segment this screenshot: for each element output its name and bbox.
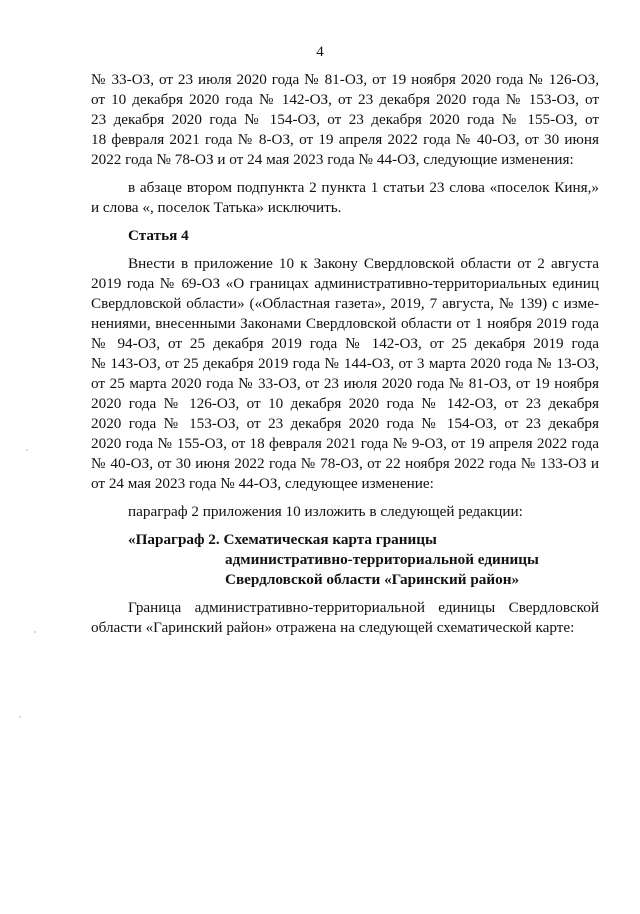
text-line: 2020 года № 155-ОЗ, от 18 февраля 2021 года № 9-ОЗ, от 19 апреля 2022 года xyxy=(91,435,599,452)
document-body xyxy=(91,70,599,638)
text-line: области «Гаринский район» отражена на следующей схематической карте: xyxy=(91,619,575,636)
paragraph-heading-line: административно-территориальной единицы xyxy=(225,551,539,568)
change-paragraph xyxy=(91,178,599,218)
text-line: 2020 года № 153-ОЗ, от 23 декабря 2020 года № 154-ОЗ, от 23 декабря xyxy=(91,415,599,432)
text-line: от 10 декабря 2020 года № 142-ОЗ, от 23 декабря 2020 года № 153-ОЗ, от xyxy=(91,91,599,108)
text-line: нениями, внесенными Законами Свердловской области от 1 ноября 2019 года xyxy=(91,315,599,332)
intro-paragraph xyxy=(91,70,599,170)
paragraph-heading xyxy=(91,530,599,590)
text-line: от 24 мая 2023 года № 44-ОЗ, следующее изменение: xyxy=(91,475,434,492)
text-line: 18 февраля 2021 года № 8-ОЗ, от 19 апреля 2022 года № 40-ОЗ, от 30 июня xyxy=(91,131,599,148)
article-paragraph xyxy=(91,254,599,494)
text-line: 2020 года № 126-ОЗ, от 10 декабря 2020 года № 142-ОЗ, от 23 декабря xyxy=(91,395,599,412)
paragraph-heading-line: Свердловской области «Гаринский район» xyxy=(225,571,520,588)
paragraph-heading-line: «Параграф 2. Схематическая карта границы xyxy=(128,531,437,548)
text-line: № 40-ОЗ, от 30 июня 2022 года № 78-ОЗ, от 22 ноября 2022 года № 133-ОЗ и xyxy=(91,455,599,472)
text-line: 23 декабря 2020 года № 154-ОЗ, от 23 декабря 2020 года № 155-ОЗ, от xyxy=(91,111,599,128)
text-line: в абзаце втором подпункта 2 пункта 1 статьи 23 слова «поселок Киня,» xyxy=(128,179,599,196)
instruction-line: параграф 2 приложения 10 изложить в следующей редакции: xyxy=(128,503,523,520)
scan-speck xyxy=(34,631,36,633)
scan-speck xyxy=(19,716,21,718)
paragraph-body xyxy=(91,598,599,638)
text-line: № 143-ОЗ, от 25 декабря 2019 года № 144-ОЗ, от 3 марта 2020 года № 13-ОЗ, xyxy=(91,355,599,372)
text-line: от 25 марта 2020 года № 33-ОЗ, от 23 июля 2020 года № 81-ОЗ, от 19 ноября xyxy=(91,375,599,392)
text-line: № 33-ОЗ, от 23 июля 2020 года № 81-ОЗ, от 19 ноября 2020 года № 126-ОЗ, xyxy=(91,71,599,88)
text-line: № 94-ОЗ, от 25 декабря 2019 года № 142-ОЗ, от 25 декабря 2019 года xyxy=(91,335,599,352)
article-title: Статья 4 xyxy=(128,227,189,244)
scan-speck xyxy=(26,449,28,451)
text-line: 2022 года № 78-ОЗ и от 24 мая 2023 года № 44-ОЗ, следующие изменения: xyxy=(91,151,574,168)
text-line: 2019 года № 69-ОЗ «О границах административно-территориальных единиц xyxy=(91,275,599,292)
text-line: Внести в приложение 10 к Закону Свердловской области от 2 августа xyxy=(128,255,599,272)
page-number: 4 xyxy=(316,44,324,60)
text-line: Граница административно-территориальной единицы Свердловской xyxy=(128,599,599,616)
text-line: и слова «, поселок Татька» исключить. xyxy=(91,199,342,216)
text-line: Свердловской области» («Областная газета», 2019, 7 августа, № 139) с изме- xyxy=(91,295,599,312)
